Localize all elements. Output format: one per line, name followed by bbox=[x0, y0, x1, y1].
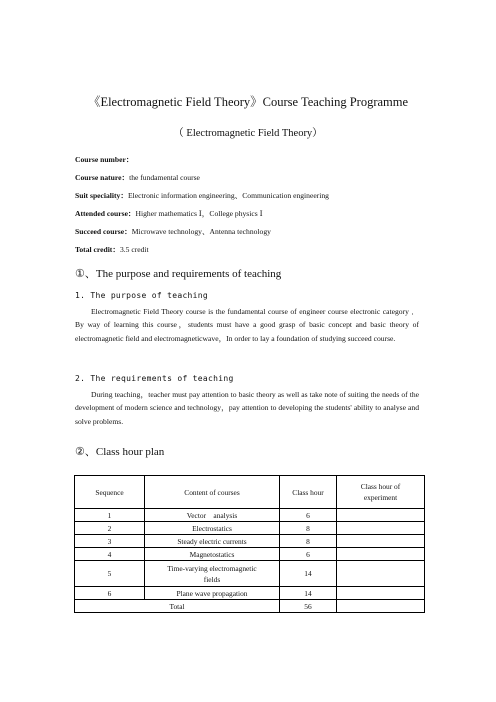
table-cell: Magnetostatics bbox=[145, 548, 280, 561]
table-cell: Time-varying electromagnetic fields bbox=[145, 561, 280, 587]
document-subtitle: （ Electromagnetic Field Theory） bbox=[173, 128, 323, 139]
course-nature-line: Course nature：the fundamental course bbox=[75, 173, 200, 182]
table-cell bbox=[337, 535, 425, 548]
succeed-course-line: Succeed course：Microwave technology、Antenna technology bbox=[75, 227, 271, 236]
table-row bbox=[75, 548, 425, 561]
suit-speciality-line: Suit speciality：Electronic information engineering、Communication engineering bbox=[75, 191, 329, 200]
table-cell bbox=[337, 548, 425, 561]
table-cell: Plane wave propagation bbox=[145, 587, 280, 600]
header-experiment-hour: Class hour of experiment bbox=[337, 476, 425, 509]
table-header-row bbox=[75, 476, 425, 509]
total-credit-line: Total credit：3.5 credit bbox=[75, 245, 149, 254]
table-cell: 6 bbox=[280, 548, 337, 561]
table-row bbox=[75, 535, 425, 548]
subheading-purpose: 1. The purpose of teaching bbox=[75, 291, 209, 300]
total-experiment bbox=[337, 600, 425, 613]
header-content: Content of courses bbox=[145, 476, 280, 509]
table-cell bbox=[337, 509, 425, 522]
paragraph-purpose: Electromagnetic Field Theory course is the fundamental course of engineer course electronic category ．By way of learning this course，students must have a good grasp of basic concept and basic theory of electromagnetic field and electromagneticwave，In order to lay a foundation of studying succeed course. bbox=[75, 307, 419, 343]
table-row bbox=[75, 509, 425, 522]
table-cell bbox=[337, 561, 425, 587]
table-row bbox=[75, 587, 425, 600]
table-cell: 8 bbox=[280, 535, 337, 548]
section-heading-purpose: ①、The purpose and requirements of teaching bbox=[75, 268, 282, 280]
subheading-requirements: 2. The requirements of teaching bbox=[75, 374, 234, 383]
section-heading-class-hour-plan: ②、Class hour plan bbox=[75, 446, 165, 458]
attended-course-line: Attended course：Higher mathematics Ⅰ，College physics Ⅰ bbox=[75, 209, 263, 218]
header-class-hour: Class hour bbox=[280, 476, 337, 509]
course-number-line: Course number： bbox=[75, 155, 134, 164]
table-row bbox=[75, 561, 425, 587]
table-cell: 1 bbox=[75, 509, 145, 522]
table-cell: 4 bbox=[75, 548, 145, 561]
table-cell: 14 bbox=[280, 587, 337, 600]
table-cell: 3 bbox=[75, 535, 145, 548]
course-info bbox=[75, 151, 435, 259]
total-label: Total bbox=[75, 600, 280, 613]
table-cell: 2 bbox=[75, 522, 145, 535]
document-title: 《Electromagnetic Field Theory》Course Teaching Programme bbox=[87, 95, 409, 109]
table-cell: 8 bbox=[280, 522, 337, 535]
table-cell: Electrostatics bbox=[145, 522, 280, 535]
table-cell bbox=[337, 587, 425, 600]
table-cell bbox=[337, 522, 425, 535]
header-sequence: Sequence bbox=[75, 476, 145, 509]
table-total-row bbox=[75, 600, 425, 613]
table-cell: Steady electric currents bbox=[145, 535, 280, 548]
total-value: 56 bbox=[280, 600, 337, 613]
table-cell: 6 bbox=[280, 509, 337, 522]
table-cell: 6 bbox=[75, 587, 145, 600]
paragraph-requirements: During teaching，teacher must pay attention to basic theory as well as take note of suiting the needs of the development of modern science and technology，pay attention to developing the students' ability to analyse and solve problems. bbox=[75, 390, 419, 426]
table-cell: 5 bbox=[75, 561, 145, 587]
table-cell: Vector analysis bbox=[145, 509, 280, 522]
table-row bbox=[75, 522, 425, 535]
table-cell: 14 bbox=[280, 561, 337, 587]
class-hour-table bbox=[74, 475, 425, 613]
